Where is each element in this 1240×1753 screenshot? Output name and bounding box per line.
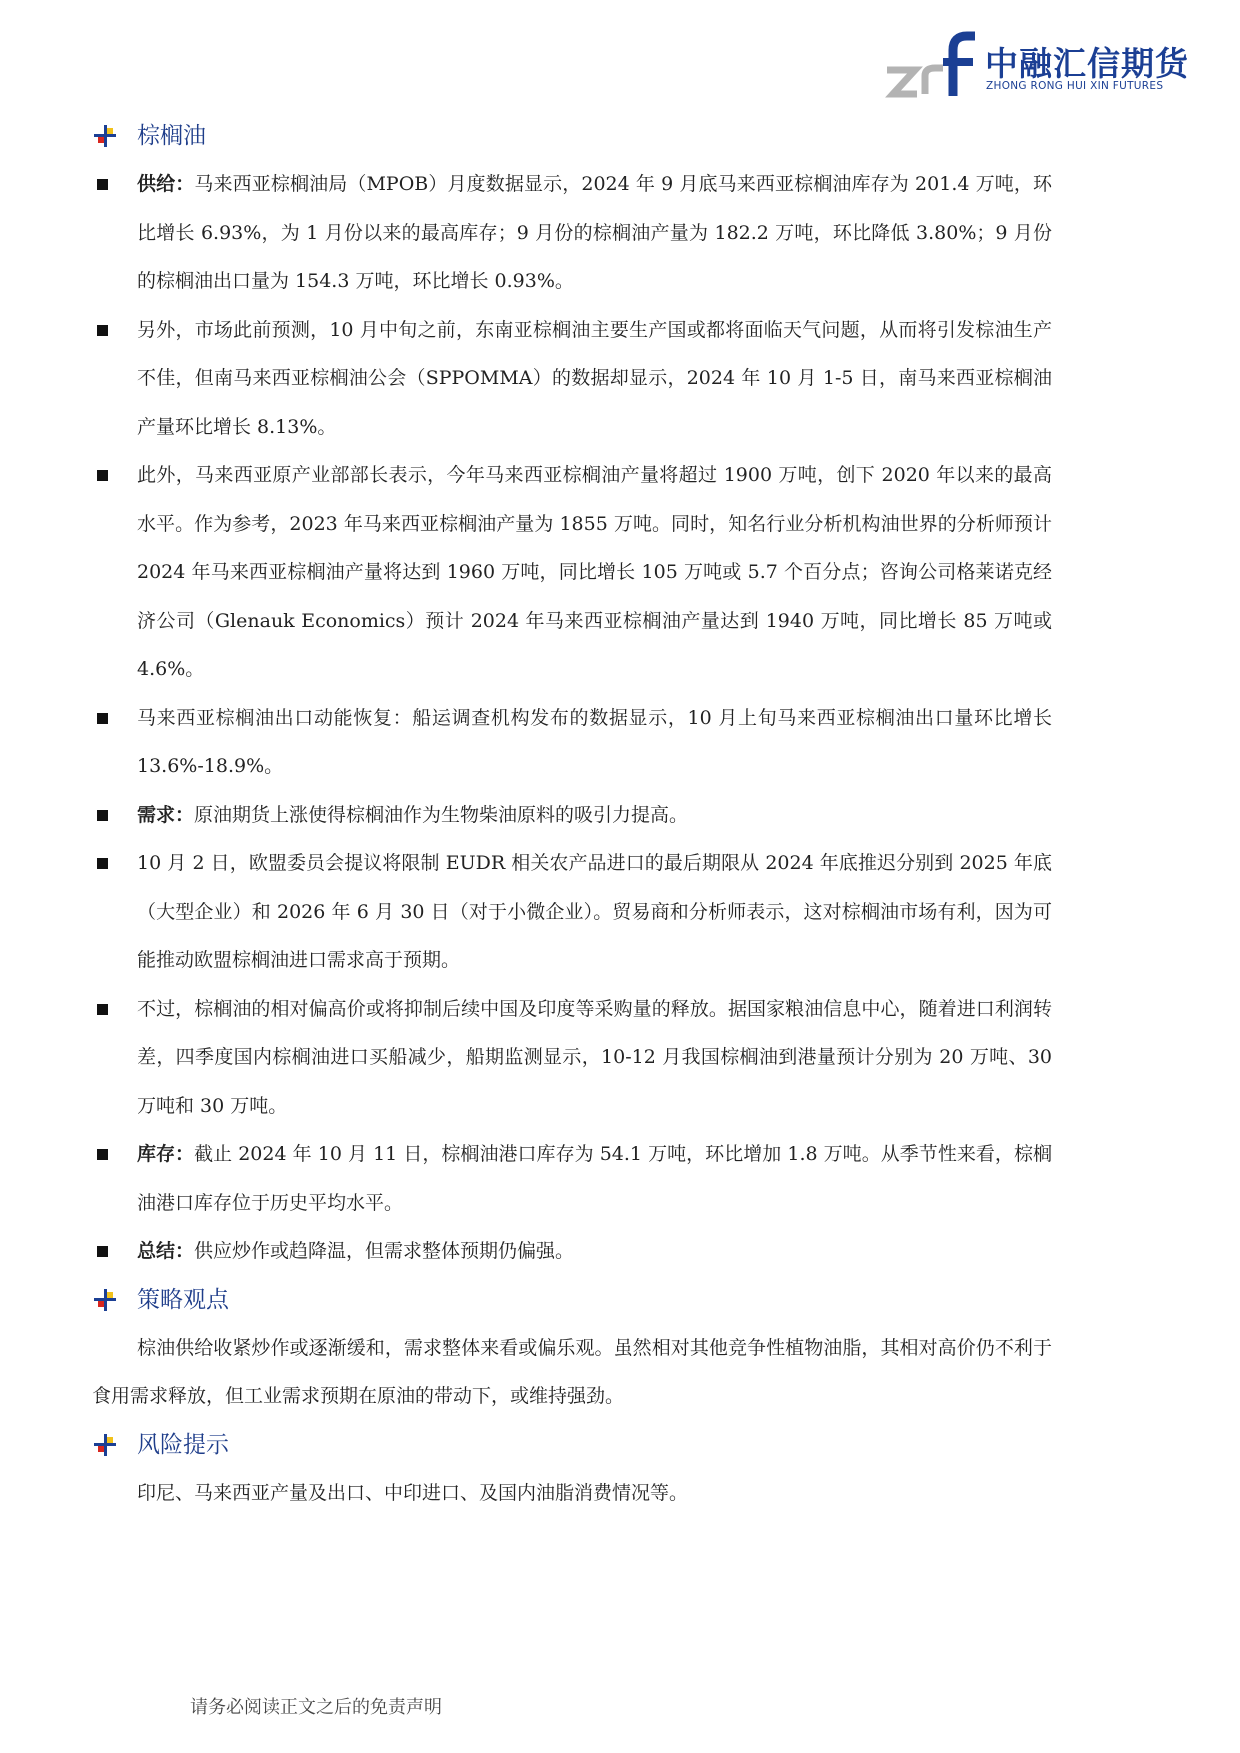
bullet-square-icon	[97, 325, 108, 336]
bullet-text: 供应炒作或趋降温，但需求整体预期仍偏强。	[194, 1240, 575, 1262]
list-item	[92, 1130, 1052, 1227]
list-item	[92, 839, 1052, 985]
risk-paragraph: 印尼、马来西亚产量及出口、中印进口、及国内油脂消费情况等。	[137, 1481, 689, 1504]
bullet-square-icon	[97, 470, 108, 481]
bullet-square-icon	[97, 858, 108, 869]
list-item	[92, 451, 1052, 694]
section-title: 风险提示	[137, 1431, 229, 1458]
section-title: 棕榈油	[137, 123, 206, 149]
bullet-square-icon	[97, 179, 108, 190]
section-heading-strategy	[92, 1276, 1052, 1324]
footer-disclaimer: 请务必阅读正文之后的免责声明	[190, 1697, 442, 1718]
section-marker-icon	[94, 125, 116, 147]
logo-chinese-name: 中融汇信期货	[985, 44, 1189, 83]
strategy-paragraph: 棕油供给收紧炒作或逐渐缓和，需求整体来看或偏乐观。虽然相对其他竞争性植物油脂，其相对高价仍不利于食用需求释放，但工业需求预期在原油的带动下，或维持强劲。	[92, 1336, 1052, 1407]
company-logo	[885, 30, 1189, 100]
bullet-text: 另外，市场此前预测，10 月中旬之前，东南亚棕榈油主要生产国或都将面临天气问题，从而将引发棕油生产不佳，但南马来西亚棕榈油公会（SPPOMMA）的数据却显示，2024 年 10 月 1-5 日，南马来西亚棕榈油产量环比增长 8.13%。	[137, 318, 1052, 438]
bullet-label: 总结：	[137, 1240, 195, 1262]
list-item	[92, 985, 1052, 1131]
section-heading-palm-oil	[92, 112, 1052, 160]
bullet-label: 供给：	[137, 173, 195, 195]
bullet-text: 此外，马来西亚原产业部部长表示，今年马来西亚棕榈油产量将超过 1900 万吨，创下 2020 年以来的最高水平。作为参考，2023 年马来西亚棕榈油产量为 1855 万吨。同时，知名行业分析机构油世界的分析师预计 2024 年马来西亚棕榈油产量将达到 1960 万吨，同比增长 105 万吨或 5.7 个百分点；咨询公司格莱诺克经济公司（Glenauk Economics）预计 2024 年马来西亚棕榈油产量达到 1940 万吨，同比增长 85 万吨或 4.6%。	[137, 464, 1052, 680]
zrf-logo-mark-icon	[885, 30, 975, 98]
bullet-label: 需求：	[137, 803, 195, 826]
list-item	[92, 791, 1052, 840]
section-title: 策略观点	[137, 1286, 229, 1313]
bullet-text: 原油期货上涨使得棕榈油作为生物柴油原料的吸引力提高。	[194, 803, 689, 826]
bullet-text: 马来西亚棕榈油局（MPOB）月度数据显示，2024 年 9 月底马来西亚棕榈油库存为 201.4 万吨，环比增长 6.93%，为 1 月份以来的最高库存；9 月份的棕榈油产量为 182.2 万吨，环比降低 3.80%；9 月份的棕榈油出口量为 154.3 万吨，环比增长 0.93%。	[137, 173, 1052, 292]
section-marker-icon	[94, 1289, 116, 1311]
bullet-square-icon	[97, 810, 108, 821]
bullet-text: 不过，棕榈油的相对偏高价或将抑制后续中国及印度等采购量的释放。据国家粮油信息中心，随着进口利润转差，四季度国内棕榈油进口买船减少，船期监测显示，10-12 月我国棕榈油到港量预计分别为 20 万吨、30 万吨和 30 万吨。	[137, 997, 1052, 1117]
bullet-label: 库存：	[137, 1143, 195, 1165]
report-body	[92, 112, 1052, 1517]
list-item	[92, 160, 1052, 306]
bullet-square-icon	[97, 1149, 108, 1160]
bullet-square-icon	[97, 1246, 108, 1257]
bullet-square-icon	[97, 713, 108, 724]
section-marker-icon	[94, 1434, 116, 1456]
bullet-square-icon	[97, 1004, 108, 1015]
bullet-text: 马来西亚棕榈油出口动能恢复：船运调查机构发布的数据显示，10 月上旬马来西亚棕榈油出口量环比增长 13.6%-18.9%。	[137, 706, 1052, 777]
list-item	[92, 1227, 1052, 1276]
bullet-text: 10 月 2 日，欧盟委员会提议将限制 EUDR 相关农产品进口的最后期限从 2024 年底推迟分别到 2025 年底（大型企业）和 2026 年 6 月 30 日（对于小微企业）。贸易商和分析师表示，这对棕榈油市场有利，因为可能推动欧盟棕榈油进口需求高于预期。	[137, 852, 1052, 971]
list-item	[92, 694, 1052, 791]
logo-english-name: ZHONG RONG HUI XIN FUTURES	[986, 80, 1164, 92]
list-item	[92, 306, 1052, 452]
bullet-text: 截止 2024 年 10 月 11 日，棕榈油港口库存为 54.1 万吨，环比增加 1.8 万吨。从季节性来看，棕榈油港口库存位于历史平均水平。	[137, 1143, 1052, 1214]
section-heading-risk	[92, 1421, 1052, 1469]
